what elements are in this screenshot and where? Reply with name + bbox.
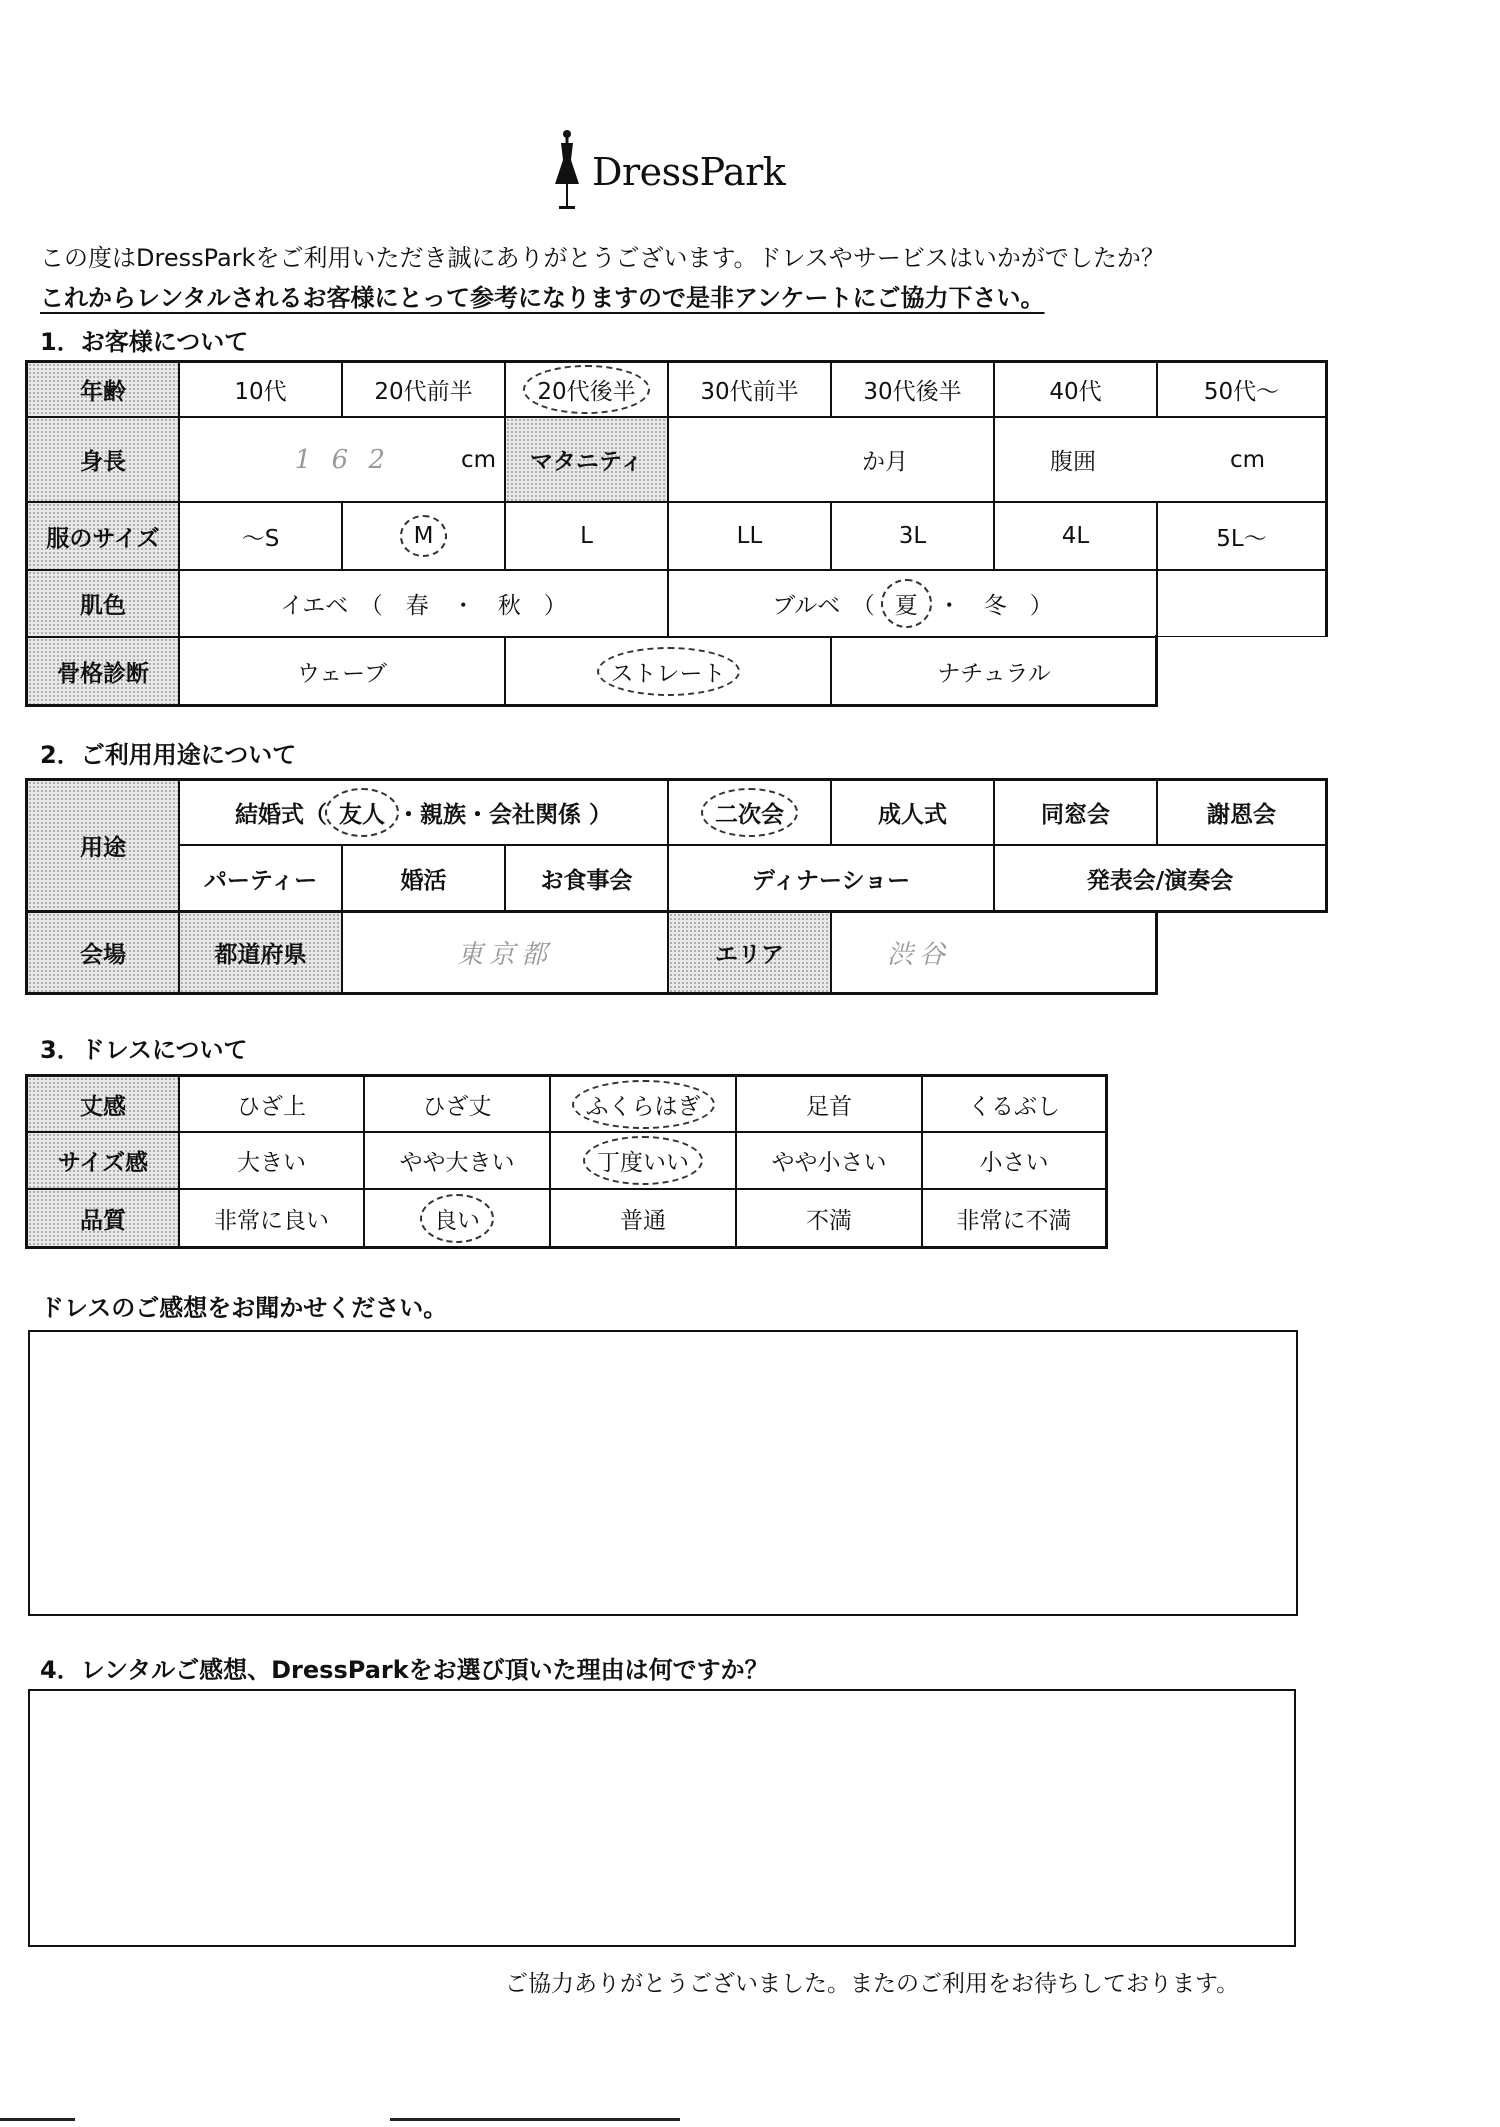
size-option[interactable]: ～S [180,503,343,571]
size-option-selected[interactable] [343,503,506,571]
quality-option[interactable]: 非常に不満 [956,1207,1072,1234]
prefecture-label: 都道府県 [180,913,343,992]
age-option-selected[interactable] [506,363,669,418]
age-option[interactable]: 40代 [995,363,1158,418]
age-option[interactable]: 10代 [180,363,343,418]
length-option-selected[interactable] [551,1077,737,1133]
wedding-prefix: 結婚式（ [234,802,327,828]
reunion-option[interactable]: 同窓会 [995,781,1158,846]
size-feel-selected-mark: 丁度いい [589,1144,697,1177]
height-unit: cm [460,446,496,473]
table-edge [1158,637,1333,712]
skin-color-label: 肌色 [28,571,180,638]
section-3-title: 3．ドレスについて [40,1036,248,1064]
skin-blue-base[interactable] [669,571,1158,638]
skin-yellow-base[interactable]: イエベ （ 春 ・ 秋 ） [180,571,669,638]
section-4-title: 4．レンタルご感想、DressParkをお選び頂いた理由は何ですか？ [40,1656,769,1684]
section-1-title: 1．お客様について [40,328,249,356]
intro-request: これからレンタルされるお客様にとって参考になりますので是非アンケートにご協力下さい。 [40,284,1045,312]
dinner-show-option[interactable]: ディナーショー [669,846,995,910]
age-option[interactable]: 50代～ [1158,363,1325,418]
size-option[interactable]: 3L [832,503,995,571]
size-option[interactable]: 5L～ [1158,503,1325,571]
waist-label: 腹囲 [1050,449,1096,475]
table-edge [25,704,1158,707]
dress-table [25,1074,1108,1249]
size-option[interactable]: L [506,503,669,571]
footer-rule [0,2118,75,2121]
venue-label: 会場 [28,913,180,992]
prefecture-value[interactable] [343,913,669,992]
age-option[interactable]: 30代後半 [832,363,995,418]
customer-info-table [25,360,1328,707]
quality-selected-mark: 良い [426,1202,488,1235]
size-feel-option-selected[interactable] [551,1133,737,1190]
party-option[interactable]: パーティー [180,846,343,910]
quality-option[interactable]: 不満 [737,1190,923,1246]
intro-message: この度はDressParkをご利用いただき誠にありがとうございます。ドレスやサービスはいかがでしたか？ [40,244,1165,272]
size-feel-option[interactable]: 大きい [180,1133,365,1190]
blue-base-prefix: ブルベ （ [772,593,875,619]
quality-label: 品質 [28,1190,180,1246]
venue-table [25,910,1158,995]
after-party-option-selected[interactable] [669,781,832,846]
recital-option[interactable]: 発表会/演奏会 [1086,867,1234,894]
age-option[interactable]: 30代前半 [669,363,832,418]
thank-you-party-option[interactable]: 謝恩会 [1158,781,1325,846]
size-feel-option[interactable]: やや小さい [737,1133,923,1190]
length-option[interactable]: くるぶし [923,1077,1105,1133]
skeleton-option-selected[interactable] [506,638,832,704]
skeleton-selected-mark: ストレート [603,655,734,688]
height-label: 身長 [28,418,180,503]
dinner-option[interactable]: お食事会 [506,846,669,910]
quality-option[interactable]: 普通 [551,1190,737,1246]
waist-unit: cm [1229,446,1265,473]
usage-table [25,778,1328,913]
section-2-title: 2．ご利用用途について [40,741,297,769]
length-option[interactable]: ひざ丈 [365,1077,551,1133]
quality-option[interactable]: 非常に良い [180,1190,365,1246]
size-option[interactable]: LL [669,503,832,571]
skeleton-label: 骨格診断 [28,638,180,704]
after-party-selected-mark: 二次会 [707,796,792,829]
age-label: 年齢 [28,363,180,418]
empty-cell [1158,571,1325,638]
blue-base-suffix: ・ 冬 ） [937,593,1053,619]
size-feel-option[interactable]: やや大きい [365,1133,551,1190]
size-option[interactable]: 4L [995,503,1158,571]
length-label: 丈感 [28,1077,180,1133]
blue-summer-selected: 夏 [887,587,926,620]
size-selected-mark: M [406,523,442,549]
table-edge [1155,635,1158,707]
length-selected-mark: ふくらはぎ [578,1088,709,1121]
skeleton-option[interactable]: ナチュラル [832,638,1158,704]
dress-feedback-textarea[interactable] [28,1330,1298,1616]
size-feel-label: サイズ感 [28,1133,180,1190]
months-unit: か月 [862,449,908,475]
wedding-suffix: ・親族・会社関係 ） [396,802,612,828]
size-feel-option[interactable]: 小さい [923,1133,1105,1190]
waist-field[interactable] [995,418,1325,503]
wedding-friend-selected: 友人 [331,796,393,829]
length-option[interactable]: ひざ上 [180,1077,365,1133]
maternity-label: マタニティ [506,418,669,503]
area-label: エリア [669,913,832,992]
age-selected-mark: 20代後半 [529,373,643,406]
rental-feedback-textarea[interactable] [28,1689,1296,1947]
brand-logo: DressPark [592,150,786,194]
height-field[interactable] [180,418,506,503]
length-option[interactable]: 足首 [737,1077,923,1133]
area-value[interactable] [832,913,1155,992]
coming-of-age-option[interactable]: 成人式 [832,781,995,846]
quality-option-selected[interactable] [365,1190,551,1246]
prefecture-handwriting: 東京都 [456,940,553,970]
area-handwriting: 渋谷 [887,940,952,970]
footer-rule [390,2118,680,2121]
purpose-label: 用途 [28,781,180,910]
dress-feedback-prompt: ドレスのご感想をお聞かせください。 [40,1294,448,1322]
skeleton-option[interactable]: ウェーブ [180,638,506,704]
konkatsu-option[interactable]: 婚活 [343,846,506,910]
size-label: 服のサイズ [28,503,180,571]
closing-message: ご協力ありがとうございました。またのご利用をお待ちしております。 [505,1971,1240,1997]
height-value: 1 6 2 [294,444,391,475]
age-option[interactable]: 20代前半 [343,363,506,418]
maternity-months-field[interactable] [669,418,995,503]
wedding-option[interactable] [180,781,669,846]
